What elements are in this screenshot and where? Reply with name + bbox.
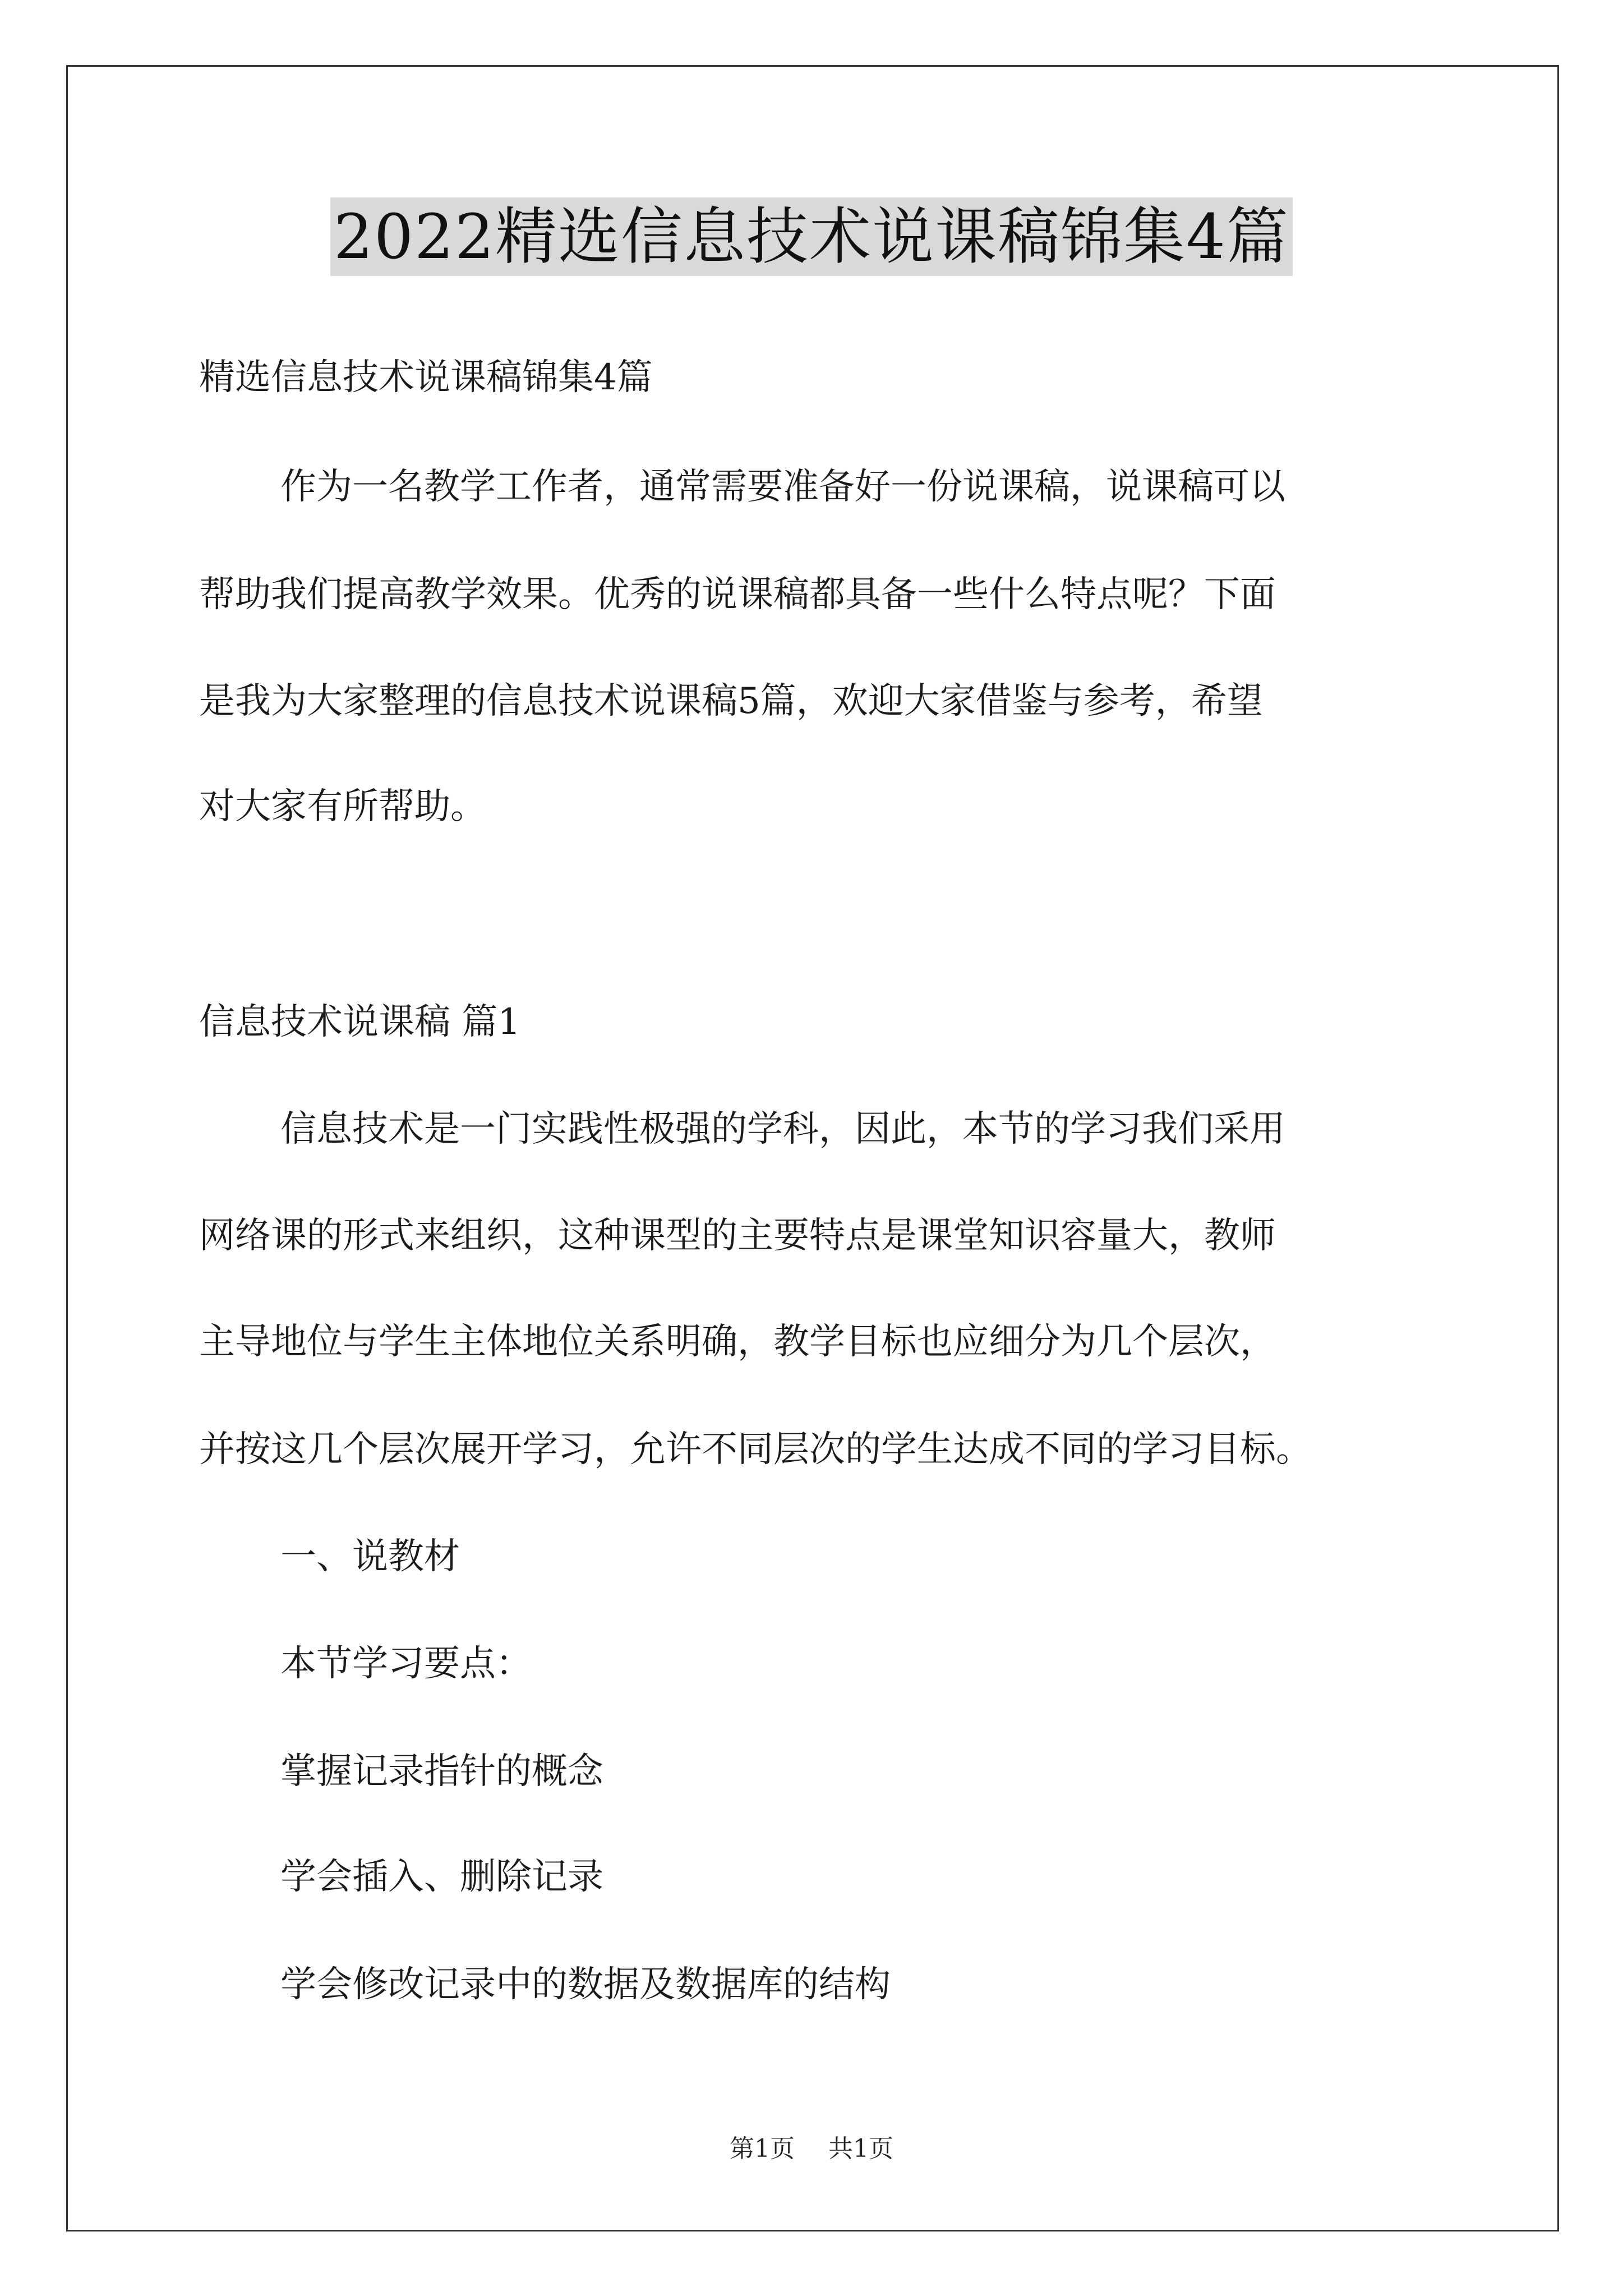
key-point-item: 学会修改记录中的数据及数据库的结构: [280, 1964, 891, 2005]
section-heading: 信息技术说课稿 篇1: [199, 1001, 521, 1043]
page-footer: [0, 2133, 1623, 2165]
document-title: 2022精选信息技术说课稿锦集4篇: [330, 197, 1293, 276]
section-line: 并按这几个层次展开学习，允许不同层次的学生达成不同的学习目标。: [199, 1429, 1312, 1470]
page-total: 共1页: [828, 2134, 893, 2163]
intro-line: 对大家有所帮助。: [199, 786, 486, 827]
title-container: [0, 197, 1623, 276]
section-line: 网络课的形式来组织，这种课型的主要特点是课堂知识容量大，教师: [199, 1215, 1276, 1257]
intro-line: 帮助我们提高教学效果。优秀的说课稿都具备一些什么特点呢？下面: [199, 574, 1276, 615]
key-points-label: 本节学习要点：: [280, 1643, 532, 1685]
section-line: 主导地位与学生主体地位关系明确，教学目标也应细分为几个层次，: [199, 1321, 1276, 1363]
page-number: 第1页: [730, 2134, 795, 2163]
intro-line: 是我为大家整理的信息技术说课稿5篇，欢迎大家借鉴与参考，希望: [199, 680, 1263, 722]
intro-line: 作为一名教学工作者，通常需要准备好一份说课稿，说课稿可以: [280, 466, 1285, 508]
key-point-item: 学会插入、删除记录: [280, 1856, 603, 1898]
key-point-item: 掌握记录指针的概念: [280, 1751, 603, 1792]
part-heading: 一、说教材: [280, 1536, 460, 1577]
document-subtitle: 精选信息技术说课稿锦集4篇: [199, 357, 653, 398]
section-line: 信息技术是一门实践性极强的学科，因此，本节的学习我们采用: [280, 1108, 1285, 1150]
